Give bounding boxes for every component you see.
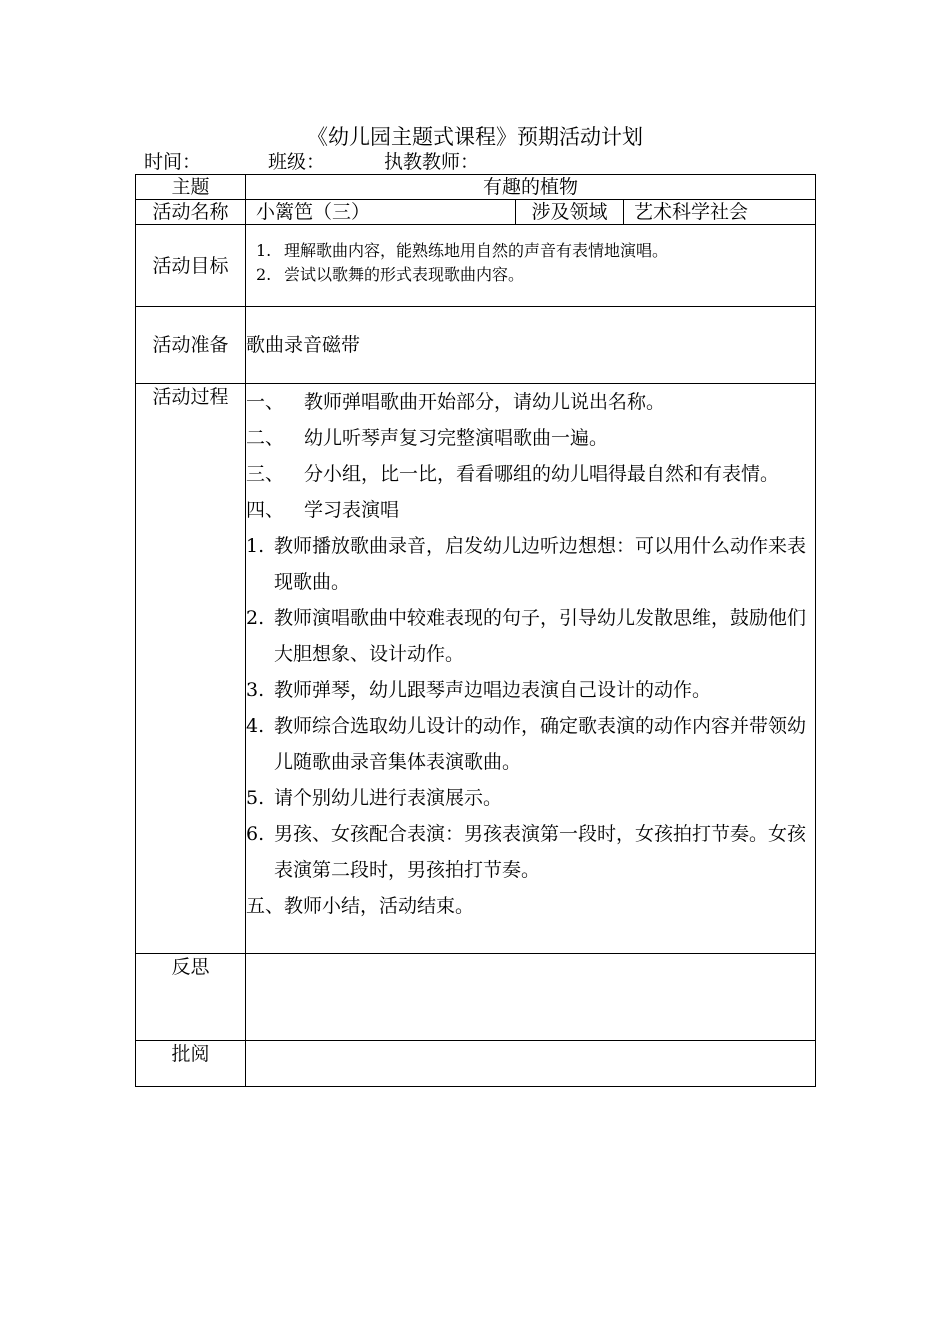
goals-list	[246, 225, 815, 287]
process-cell	[246, 384, 816, 954]
review-label: 批阅	[136, 1041, 246, 1087]
process-label: 活动过程	[136, 384, 246, 954]
prep-value: 歌曲录音磁带	[246, 307, 816, 384]
list-item: 5. 请个别幼儿进行表演展示。	[246, 787, 503, 809]
theme-row	[136, 175, 816, 200]
teacher-label: 执教教师：	[384, 151, 480, 173]
domain-value: 艺术科学社会	[624, 200, 816, 225]
list-item: 1. 教师播放歌曲录音，启发幼儿边听边想想：可以用什么动作来表现歌曲。	[246, 535, 807, 593]
prep-label: 活动准备	[136, 307, 246, 384]
activity-plan-table	[135, 174, 816, 1087]
reflection-row	[136, 954, 816, 1041]
prep-row	[136, 307, 816, 384]
class-label: 班级：	[268, 151, 326, 173]
time-label: 时间：	[144, 151, 202, 173]
activity-name-row	[136, 200, 816, 225]
theme-label: 主题	[136, 175, 246, 200]
review-row	[136, 1041, 816, 1087]
list-item: 一、 教师弹唱歌曲开始部分，请幼儿说出名称。	[246, 391, 666, 413]
goals-row	[136, 225, 816, 307]
domain-label: 涉及领域	[516, 200, 624, 225]
activity-name-label: 活动名称	[136, 200, 246, 225]
activity-name-value: 小篱笆（三）	[246, 200, 516, 225]
list-item: 二、 幼儿听琴声复习完整演唱歌曲一遍。	[246, 427, 609, 449]
list-item: 6. 男孩、女孩配合表演：男孩表演第一段时，女孩拍打节奏。女孩表演第二段时，男孩拍打节奏。	[246, 823, 807, 881]
goals-label: 活动目标	[136, 225, 246, 307]
reflection-value	[246, 954, 816, 1041]
goals-cell	[246, 225, 816, 307]
review-value	[246, 1041, 816, 1087]
document-title: 《幼儿园主题式课程》预期活动计划	[307, 125, 643, 149]
list-item: 3. 教师弹琴，幼儿跟琴声边唱边表演自己设计的动作。	[246, 679, 712, 701]
process-end: 五、教师小结，活动结束。	[246, 895, 475, 917]
list-item: 4. 教师综合选取幼儿设计的动作，确定歌表演的动作内容并带领幼儿随歌曲录音集体表演歌曲。	[246, 715, 807, 773]
theme-value: 有趣的植物	[246, 175, 816, 200]
list-item: 2. 教师演唱歌曲中较难表现的句子，引导幼儿发散思维，鼓励他们大胆想象、设计动作。	[246, 607, 807, 665]
list-item: 2. 尝试以歌舞的形式表现歌曲内容。	[256, 265, 525, 284]
reflection-label: 反思	[136, 954, 246, 1041]
list-item: 1. 理解歌曲内容，能熟练地用自然的声音有表情地演唱。	[256, 241, 669, 260]
list-item: 三、 分小组，比一比，看看哪组的幼儿唱得最自然和有表情。	[246, 463, 780, 485]
process-row	[136, 384, 816, 954]
list-item: 四、 学习表演唱	[246, 499, 400, 521]
